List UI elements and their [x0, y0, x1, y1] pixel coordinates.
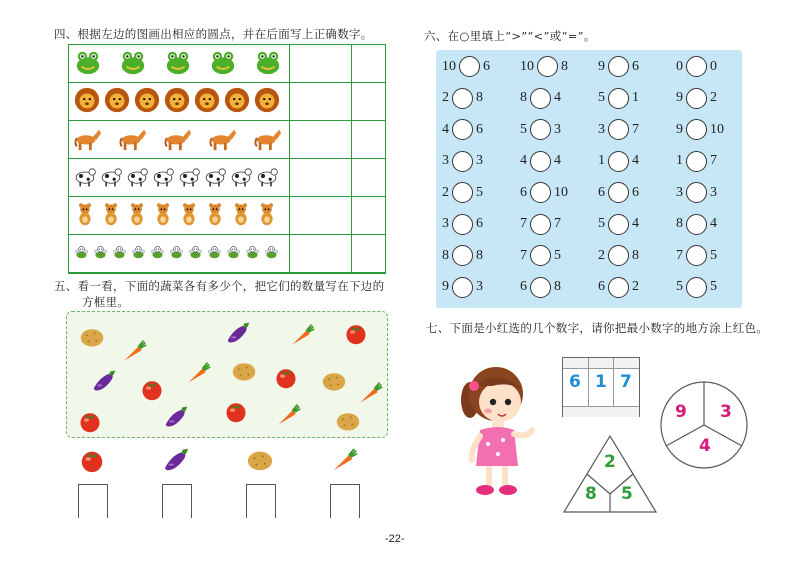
bee-icon [149, 238, 166, 270]
bee-icon [130, 238, 147, 270]
bear-icon [151, 200, 175, 232]
compare-item [442, 151, 483, 172]
animal-count-grid [68, 44, 386, 274]
right-number: 4 [554, 90, 561, 105]
count-answer-box[interactable] [162, 484, 192, 518]
comparison-circle[interactable] [608, 182, 629, 203]
left-number: 1 [598, 153, 605, 168]
left-number: 8 [442, 247, 449, 263]
comparison-circle[interactable] [608, 245, 629, 266]
left-number: 6 [598, 279, 605, 294]
compare-panel [436, 50, 742, 308]
number-answer-cell[interactable] [351, 159, 385, 196]
comparison-circle[interactable] [686, 56, 707, 77]
comparison-circle[interactable] [686, 182, 707, 203]
right-number: 4 [710, 216, 717, 231]
compare-item [598, 214, 639, 235]
compare-item [676, 56, 717, 77]
horse-icon [253, 124, 283, 156]
right-number: 7 [710, 153, 717, 168]
right-number: 8 [632, 247, 639, 263]
comparison-circle[interactable] [452, 119, 473, 140]
left-number: 2 [442, 90, 449, 105]
left-number: 2 [598, 247, 605, 263]
tomato-icon [343, 320, 369, 350]
left-number: 9 [442, 279, 449, 294]
bear-icon [73, 200, 97, 232]
compare-item [442, 214, 483, 235]
compare-item [598, 119, 639, 140]
count-answer-box[interactable] [78, 484, 108, 518]
lion-icon [193, 86, 221, 118]
circle-number[interactable]: 9 [675, 402, 687, 422]
dot-drawing-cell[interactable] [289, 121, 351, 158]
triangle-number[interactable]: 8 [585, 484, 597, 504]
left-number: 8 [520, 90, 527, 105]
compare-item [442, 119, 483, 140]
left-number: 3 [598, 121, 605, 137]
tomato-icon [223, 398, 249, 428]
carrot-icon [357, 380, 383, 410]
number-answer-cell[interactable] [351, 235, 385, 272]
comparison-circle[interactable] [452, 151, 473, 172]
bear-icon [125, 200, 149, 232]
bear-icon [229, 200, 253, 232]
carrot-icon [330, 446, 358, 478]
left-number: 7 [676, 247, 683, 263]
comparison-circle[interactable] [686, 245, 707, 266]
eggplant-icon [162, 446, 190, 478]
compare-item [520, 214, 561, 235]
left-number: 7 [520, 216, 527, 231]
bear-icon [99, 200, 123, 232]
bee-icon [225, 238, 242, 270]
comparison-circle[interactable] [530, 277, 551, 298]
cow-icon [203, 162, 227, 194]
carrot-icon [185, 360, 211, 390]
horse-icon [118, 124, 148, 156]
section5-title: 五、看一看，下面的蔬菜各有多少个，把它们的数量写在下边的 [54, 279, 385, 293]
carrot-icon [121, 338, 147, 368]
right-number: 3 [476, 153, 483, 168]
animal-row [69, 121, 385, 159]
triangle-number[interactable]: 2 [604, 452, 616, 472]
dot-drawing-cell[interactable] [289, 197, 351, 234]
comparison-circle[interactable] [608, 88, 629, 109]
horse-icon [163, 124, 193, 156]
right-number: 4 [554, 153, 561, 168]
compare-item [598, 182, 639, 203]
left-number: 3 [442, 216, 449, 231]
eggplant-icon [91, 368, 117, 398]
lion-icon [163, 86, 191, 118]
vegetable-box [66, 311, 388, 438]
frog-icon [118, 48, 148, 80]
tomato-icon [139, 376, 165, 406]
cow-icon [151, 162, 175, 194]
bear-icon [203, 200, 227, 232]
left-number: 4 [442, 121, 449, 137]
animal-row [69, 197, 385, 235]
triangle-number[interactable]: 5 [621, 484, 633, 504]
compare-item [598, 151, 639, 172]
comparison-circle[interactable] [459, 56, 480, 77]
comparison-circle[interactable] [530, 245, 551, 266]
carrot-icon [289, 322, 315, 352]
left-number: 7 [520, 247, 527, 263]
tomato-icon [273, 364, 299, 394]
comparison-circle[interactable] [686, 119, 707, 140]
right-number: 10 [710, 121, 724, 137]
right-number: 0 [710, 58, 717, 74]
potato-icon [79, 324, 105, 354]
comparison-circle[interactable] [452, 88, 473, 109]
left-number: 6 [520, 279, 527, 294]
comparison-circle[interactable] [608, 119, 629, 140]
compare-item [520, 119, 561, 140]
comparison-circle[interactable] [608, 151, 629, 172]
right-number: 2 [632, 279, 639, 294]
bee-icon [73, 238, 90, 270]
right-number: 5 [710, 279, 717, 294]
cow-icon [99, 162, 123, 194]
compare-item [598, 88, 639, 109]
right-number: 6 [476, 121, 483, 137]
right-number: 6 [632, 184, 639, 200]
right-number: 8 [561, 58, 568, 74]
circle-number[interactable]: 4 [699, 436, 711, 456]
compare-item [442, 277, 483, 298]
left-number: 5 [598, 90, 605, 105]
cow-icon [177, 162, 201, 194]
page-number: -22- [385, 533, 405, 545]
left-number: 5 [598, 216, 605, 231]
right-number: 8 [476, 90, 483, 105]
compare-item [520, 245, 561, 266]
compare-item [676, 277, 717, 298]
count-answer-box[interactable] [330, 484, 360, 518]
comparison-circle[interactable] [608, 277, 629, 298]
number-answer-cell[interactable] [351, 197, 385, 234]
card-number[interactable]: 7 [620, 372, 632, 392]
compare-item [676, 119, 724, 140]
comparison-circle[interactable] [686, 214, 707, 235]
lion-icon [223, 86, 251, 118]
grid-divider [351, 45, 352, 273]
carrot-icon [275, 402, 301, 432]
horse-icon [73, 124, 103, 156]
comparison-circle[interactable] [530, 214, 551, 235]
compare-item [598, 56, 639, 77]
bee-icon [263, 238, 280, 270]
comparison-circle[interactable] [537, 56, 558, 77]
frog-icon [208, 48, 238, 80]
section7-title: 七、下面是小红选的几个数字，请你把最小数字的地方涂上红色。 [426, 321, 769, 335]
bee-icon [168, 238, 185, 270]
compare-item [598, 245, 639, 266]
right-number: 5 [554, 247, 561, 263]
compare-item [676, 245, 717, 266]
count-answer-box[interactable] [246, 484, 276, 518]
compare-item [676, 88, 717, 109]
frog-icon [253, 48, 283, 80]
dot-drawing-cell[interactable] [289, 235, 351, 272]
bee-icon [92, 238, 109, 270]
dot-drawing-cell[interactable] [289, 45, 351, 82]
number-card-group [562, 357, 640, 417]
comparison-circle[interactable] [530, 182, 551, 203]
animal-row [69, 45, 385, 83]
potato-icon [231, 358, 257, 388]
animal-row [69, 159, 385, 197]
compare-item [442, 245, 483, 266]
right-number: 1 [632, 90, 639, 105]
left-number: 2 [442, 184, 449, 200]
lion-icon [103, 86, 131, 118]
right-number: 5 [476, 184, 483, 200]
left-number: 0 [676, 58, 683, 74]
left-number: 9 [676, 90, 683, 105]
number-triangle [562, 434, 658, 514]
tomato-icon [77, 408, 103, 438]
right-number: 3 [710, 184, 717, 200]
right-number: 6 [632, 58, 639, 74]
dot-drawing-cell[interactable] [289, 83, 351, 120]
right-number: 3 [554, 121, 561, 137]
comparison-circle[interactable] [452, 245, 473, 266]
eggplant-icon [225, 320, 251, 350]
right-number: 6 [483, 58, 490, 74]
compare-item [598, 277, 639, 298]
girl-illustration [448, 356, 538, 506]
frog-icon [73, 48, 103, 80]
comparison-circle[interactable] [530, 151, 551, 172]
left-number: 1 [676, 153, 683, 168]
number-answer-cell[interactable] [351, 45, 385, 82]
right-number: 7 [554, 216, 561, 231]
compare-item [520, 56, 568, 77]
right-number: 5 [710, 247, 717, 263]
right-number: 3 [476, 279, 483, 294]
cow-icon [125, 162, 149, 194]
right-number: 10 [554, 184, 568, 200]
section5-title-line2: 方框里。 [82, 295, 130, 309]
potato-icon [246, 446, 274, 478]
cow-icon [255, 162, 279, 194]
frog-icon [163, 48, 193, 80]
compare-item [520, 182, 568, 203]
right-number: 2 [710, 90, 717, 105]
bee-icon [206, 238, 223, 270]
right-number: 8 [476, 247, 483, 263]
right-number: 4 [632, 153, 639, 168]
left-number: 9 [598, 58, 605, 74]
potato-icon [335, 408, 361, 438]
compare-item [676, 214, 717, 235]
right-number: 8 [554, 279, 561, 294]
compare-item [442, 56, 490, 77]
cow-icon [73, 162, 97, 194]
lion-icon [253, 86, 281, 118]
eggplant-icon [163, 404, 189, 434]
comparison-circle[interactable] [530, 119, 551, 140]
section6-title: 六、在○里填上“>”“<”或“=”。 [424, 29, 596, 43]
right-number: 4 [632, 216, 639, 231]
number-answer-cell[interactable] [351, 83, 385, 120]
left-number: 6 [598, 184, 605, 200]
grid-divider [289, 45, 290, 273]
bee-icon [187, 238, 204, 270]
compare-item [442, 182, 483, 203]
comparison-circle[interactable] [452, 214, 473, 235]
left-number: 5 [520, 121, 527, 137]
compare-item [676, 182, 717, 203]
bee-icon [111, 238, 128, 270]
bee-icon [244, 238, 261, 270]
left-number: 10 [442, 58, 456, 74]
horse-icon [208, 124, 238, 156]
bear-icon [177, 200, 201, 232]
left-number: 6 [520, 184, 527, 200]
card-number[interactable]: 6 [569, 372, 581, 392]
comparison-circle[interactable] [686, 151, 707, 172]
lion-icon [133, 86, 161, 118]
right-number: 7 [632, 121, 639, 137]
circle-number[interactable]: 3 [720, 402, 732, 422]
comparison-circle[interactable] [530, 88, 551, 109]
compare-item [520, 88, 561, 109]
dot-drawing-cell[interactable] [289, 159, 351, 196]
comparison-circle[interactable] [608, 56, 629, 77]
animal-row [69, 83, 385, 121]
left-number: 4 [520, 153, 527, 168]
comparison-circle[interactable] [608, 214, 629, 235]
tomato-icon [78, 446, 106, 478]
number-circle [658, 380, 750, 470]
compare-item [520, 277, 561, 298]
right-number: 6 [476, 216, 483, 231]
compare-item [442, 88, 483, 109]
number-answer-cell[interactable] [351, 121, 385, 158]
comparison-circle[interactable] [452, 277, 473, 298]
compare-item [676, 151, 717, 172]
card-number[interactable]: 1 [595, 372, 607, 392]
left-number: 10 [520, 58, 534, 74]
compare-item [520, 151, 561, 172]
left-number: 9 [676, 121, 683, 137]
comparison-circle[interactable] [686, 277, 707, 298]
animal-row [69, 235, 385, 273]
vegetable-answer-row [66, 446, 388, 520]
potato-icon [321, 368, 347, 398]
comparison-circle[interactable] [686, 88, 707, 109]
left-number: 3 [442, 153, 449, 168]
section4-title: 四、根据左边的图画出相应的圆点，并在后面写上正确数字。 [54, 27, 373, 41]
left-number: 3 [676, 184, 683, 200]
lion-icon [73, 86, 101, 118]
bear-icon [255, 200, 279, 232]
left-number: 5 [676, 279, 683, 294]
comparison-circle[interactable] [452, 182, 473, 203]
cow-icon [229, 162, 253, 194]
left-number: 8 [676, 216, 683, 231]
